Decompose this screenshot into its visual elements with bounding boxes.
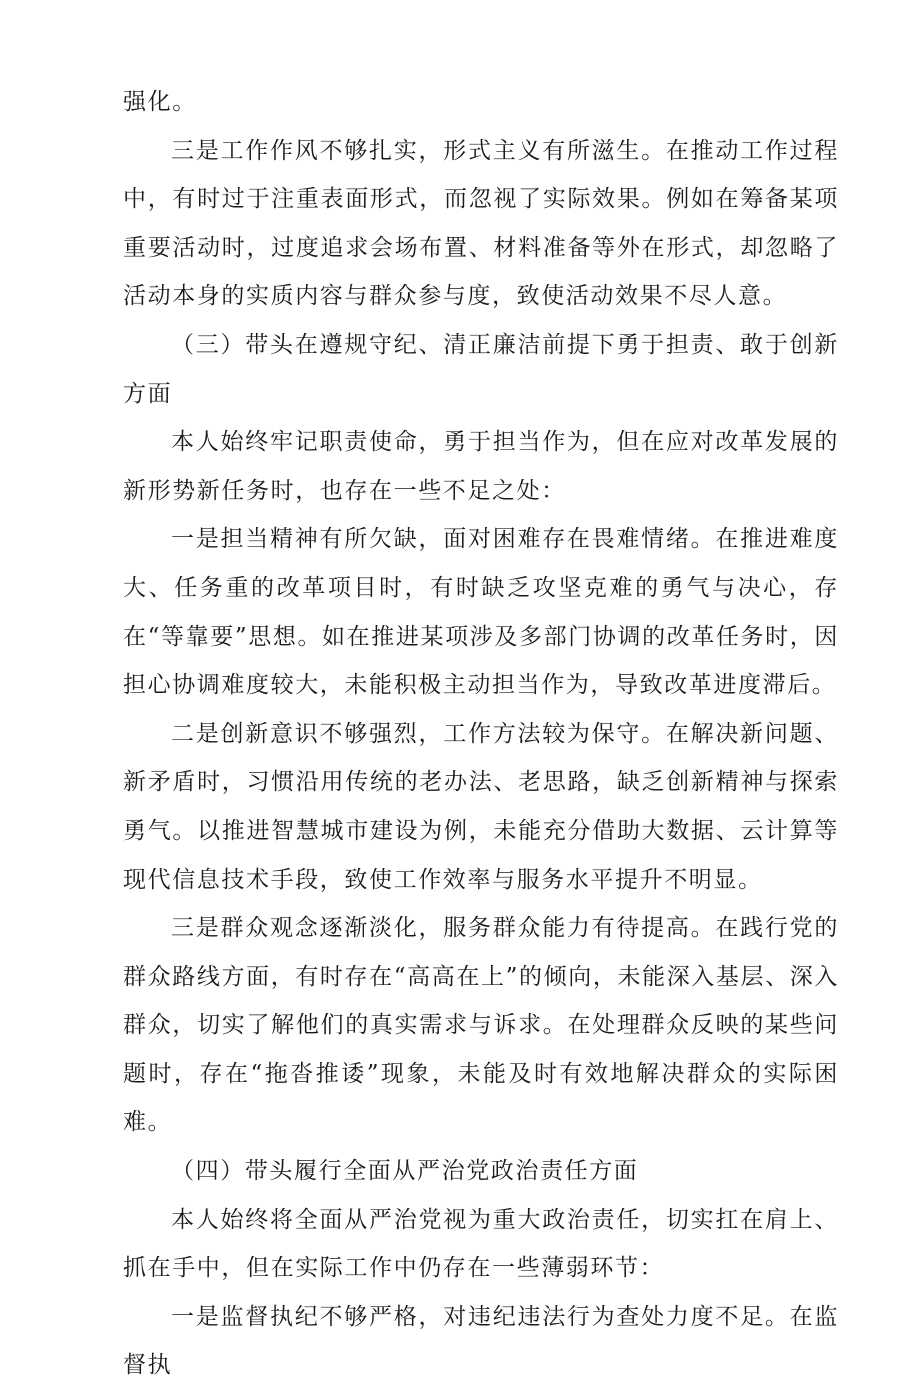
paragraph-innovation: 二是创新意识不够强烈，工作方法较为保守。在解决新问题、新矛盾时，习惯沿用传统的老办法、老思路，缺乏创新精神与探索勇气。以推进智慧城市建设为例，未能充分借助大数据、云计算等现代信息技术手段，致使工作效率与服务水平提升不明显。 xyxy=(123,720,839,893)
paragraph-work-style: 三是工作作风不够扎实，形式主义有所滋生。在推动工作过程中，有时过于注重表面形式，而忽视了实际效果。例如在筹备某项重要活动时，过度追求会场布置、材料准备等外在形式，却忽略了活动本身的实质内容与群众参与度，致使活动效果不尽人意。 xyxy=(123,137,839,310)
paragraph-mass-line: 三是群众观念逐渐淡化，服务群众能力有待提高。在践行党的群众路线方面，有时存在“高高在上”的倾向，未能深入基层、深入群众，切实了解他们的真实需求与诉求。在处理群众反映的某些问题时，存在“拖沓推诿”现象，未能及时有效地解决群众的实际困难。 xyxy=(123,915,839,1136)
paragraph-intro-3: 本人始终牢记职责使命，勇于担当作为，但在应对改革发展的新形势新任务时，也存在一些不足之处： xyxy=(123,429,839,504)
paragraph-continuation: 强化。 xyxy=(123,89,197,115)
paragraph-intro-4: 本人始终将全面从严治党视为重大政治责任，切实扛在肩上、抓在手中，但在实际工作中仍存在一些薄弱环节： xyxy=(123,1206,839,1282)
paragraph-supervision: 一是监督执纪不够严格，对违纪违法行为查处力度不足。在监督执 xyxy=(123,1303,839,1379)
section-heading-3: （三）带头在遵规守纪、清正廉洁前提下勇于担责、敢于创新方面 xyxy=(123,331,839,407)
document-body xyxy=(123,78,839,1390)
section-heading-4: （四）带头履行全面从严治党政治责任方面 xyxy=(171,1158,639,1185)
paragraph-responsibility: 一是担当精神有所欠缺，面对困难存在畏难情绪。在推进难度大、任务重的改革项目时，有时缺乏攻坚克难的勇气与决心，存在“等靠要”思想。如在推进某项涉及多部门协调的改革任务时，因担心协调难度较大，未能积极主动担当作为，导致改革进度滞后。 xyxy=(123,526,839,699)
